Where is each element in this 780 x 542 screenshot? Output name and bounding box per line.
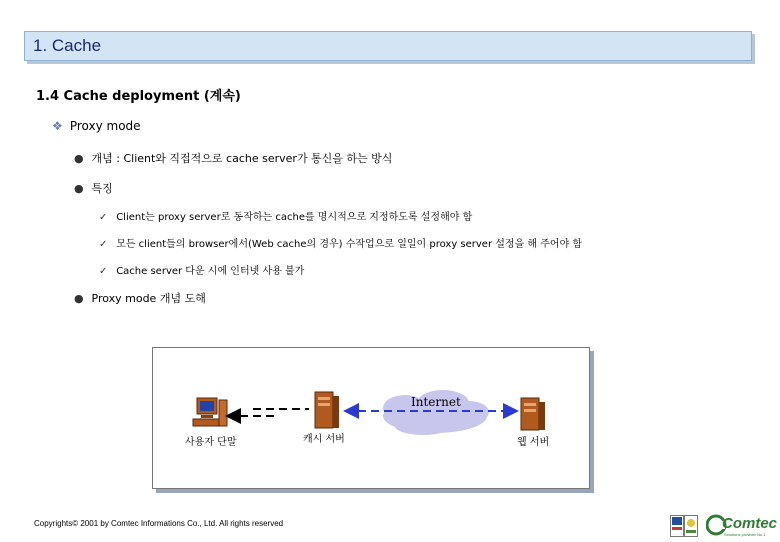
feature-text: Client는 proxy server로 동작하는 cache를 명시적으로 지정하도록 설정해야 함 <box>116 212 473 223</box>
cache-server-icon <box>315 392 339 428</box>
slide-title-bar <box>24 31 752 61</box>
bullet-concept <box>74 150 392 166</box>
dot-bullet-icon: ● <box>74 292 84 305</box>
bullet-proxy-mode <box>52 119 141 133</box>
diagram-svg <box>153 348 589 488</box>
web-server-icon <box>521 398 545 430</box>
dot-bullet-icon: ● <box>74 182 84 195</box>
feature-item <box>99 262 304 277</box>
dot-bullet-icon: ● <box>74 152 84 165</box>
proxy-mode-diagram <box>152 347 590 489</box>
cache-server-label: 캐시 서버 <box>303 434 345 445</box>
bullet-text: Proxy mode 개념 도해 <box>91 292 206 305</box>
feature-item <box>99 208 472 223</box>
comtec-logo <box>706 514 776 538</box>
internet-label: Internet <box>411 395 461 409</box>
web-server-label: 웹 서버 <box>517 437 550 448</box>
logo-tagline: Solutions provider No.1 <box>724 532 766 537</box>
feature-item <box>99 235 582 250</box>
check-icon: ✓ <box>99 239 108 250</box>
slide-title: 1. Cache <box>33 36 102 55</box>
bullet-text: 특징 <box>91 182 113 195</box>
bullet-diagram-caption <box>74 290 206 306</box>
bullet-features <box>74 180 113 196</box>
bullet-text: Proxy mode <box>69 119 141 133</box>
user-terminal-icon <box>193 398 227 426</box>
logo-brand-text: Comtec <box>722 515 778 532</box>
diamond-bullet-icon: ❖ <box>52 119 63 133</box>
check-icon: ✓ <box>99 212 108 223</box>
feature-text: 모든 client들의 browser에서(Web cache의 경우) 수작업으로 일일이 proxy server 설정을 해 주어야 함 <box>116 239 583 250</box>
copyright-footer: Copyrights© 2001 by Comtec Informations Co., Ltd. All rights reserved <box>34 519 284 528</box>
feature-text: Cache server 다운 시에 인터넷 사용 불가 <box>116 266 305 277</box>
user-terminal-label: 사용자 단말 <box>185 437 237 448</box>
section-title: 1.4 Cache deployment (계속) <box>36 89 241 104</box>
bullet-text: 개념 : Client와 직접적으로 cache server가 통신을 하는 방식 <box>91 152 393 165</box>
certification-badge-icon <box>670 515 698 537</box>
check-icon: ✓ <box>99 266 108 277</box>
